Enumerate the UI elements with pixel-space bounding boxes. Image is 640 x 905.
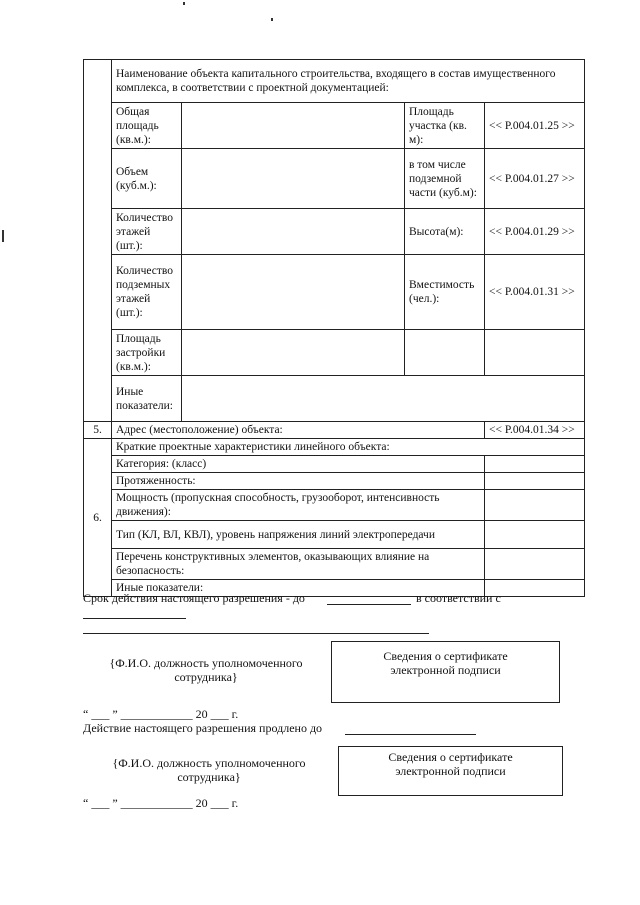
- field-code: << P.004.01.27 >>: [485, 149, 585, 209]
- value-cell: [182, 330, 405, 376]
- scan-mark: [2, 230, 4, 242]
- date-field: “ ___ ” ____________ 20 ___ г.: [83, 707, 239, 721]
- row-label: Иные показатели:: [112, 580, 485, 597]
- row-number: 5.: [84, 422, 112, 439]
- signature-certificate-text: Сведения о сертификате электронной подписи: [388, 750, 513, 778]
- value-cell: [485, 490, 585, 521]
- permit-form-table: [83, 59, 585, 597]
- field-code: << P.004.01.31 >>: [485, 255, 585, 330]
- fill-line: [83, 618, 186, 619]
- row-label: Общая площадь (кв.м.):: [112, 103, 182, 149]
- row-label: Площадь участка (кв. м):: [405, 103, 485, 149]
- field-code: << P.004.01.29 >>: [485, 209, 585, 255]
- row-label: Мощность (пропускная способность, грузооборот, интенсивность движения):: [112, 490, 485, 521]
- scan-mark: [183, 2, 185, 5]
- value-cell: [485, 330, 585, 376]
- value-cell: [182, 149, 405, 209]
- official-placeholder: {Ф.И.О. должность уполномоченного сотрудника}: [112, 756, 306, 784]
- row-label: Вместимость (чел.):: [405, 255, 485, 330]
- section-header: Краткие проектные характеристики линейного объекта:: [112, 439, 585, 456]
- row-label: Адрес (местоположение) объекта:: [112, 422, 485, 439]
- value-cell: [405, 330, 485, 376]
- scan-mark: [271, 18, 273, 21]
- row-label: Категория: (класс): [112, 456, 485, 473]
- extension-text: Действие настоящего разрешения продлено до: [83, 721, 323, 735]
- validity-suffix: в соответствии с: [416, 591, 501, 605]
- field-code: << P.004.01.34 >>: [485, 422, 585, 439]
- value-cell: [485, 456, 585, 473]
- row-number: 6.: [84, 439, 112, 597]
- value-cell: [485, 521, 585, 549]
- row-label: Количество этажей (шт.):: [112, 209, 182, 255]
- row-label: Протяженность:: [112, 473, 485, 490]
- fill-line: [83, 633, 429, 634]
- official-placeholder: {Ф.И.О. должность уполномоченного сотрудника}: [109, 656, 303, 684]
- signature-certificate-box: [338, 746, 563, 796]
- value-cell: [182, 376, 585, 422]
- row-label: в том числе подземной части (куб.м):: [405, 149, 485, 209]
- validity-text: Срок действия настоящего разрешения - до: [83, 591, 305, 605]
- row-label: Количество подземных этажей (шт.):: [112, 255, 182, 330]
- value-cell: [485, 473, 585, 490]
- row-label: Перечень конструктивных элементов, оказывающих влияние на безопасность:: [112, 549, 485, 580]
- row-label: Объем (куб.м.):: [112, 149, 182, 209]
- row-number-cell: [84, 60, 112, 422]
- row-label: Площадь застройки (кв.м.):: [112, 330, 182, 376]
- value-cell: [182, 209, 405, 255]
- field-code: << P.004.01.25 >>: [485, 103, 585, 149]
- row-label: Высота(м):: [405, 209, 485, 255]
- extension-date-line: [345, 734, 476, 735]
- row-label: Иные показатели:: [112, 376, 182, 422]
- date-field: “ ___ ” ____________ 20 ___ г.: [83, 796, 239, 810]
- row-label: Тип (КЛ, ВЛ, КВЛ), уровень напряжения линий электропередачи: [112, 521, 485, 549]
- signature-certificate-box: [331, 641, 560, 703]
- section-header: Наименование объекта капитального строительства, входящего в состав имущественного комплекса, в соответствии с проектной документацией:: [112, 60, 585, 103]
- value-cell: [182, 255, 405, 330]
- value-cell: [182, 103, 405, 149]
- signature-certificate-text: Сведения о сертификате электронной подписи: [383, 649, 508, 677]
- value-cell: [485, 549, 585, 580]
- validity-date-line: [327, 604, 411, 605]
